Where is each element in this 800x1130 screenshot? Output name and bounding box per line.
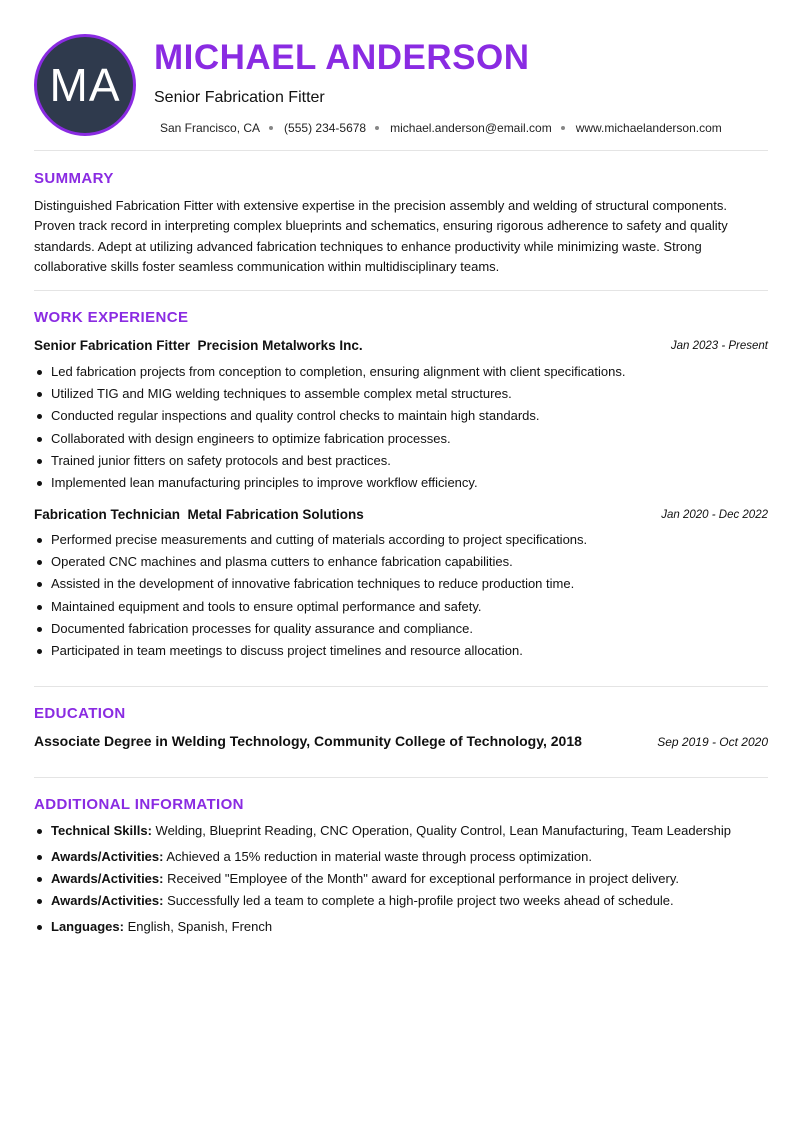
job-role: Senior Fabrication Fitter	[34, 338, 191, 353]
list-item: Utilized TIG and MIG welding techniques to assemble complex metal structures.	[34, 383, 768, 405]
job-role: Fabrication Technician	[34, 507, 181, 522]
info-text: Successfully led a team to complete a high-profile project two weeks ahead of schedule.	[167, 893, 674, 908]
contact-website[interactable]: www.michaelanderson.com	[575, 121, 722, 135]
list-item: Led fabrication projects from conception to completion, ensuring alignment with client specifications.	[34, 361, 768, 383]
resume-header	[34, 34, 768, 138]
job-header	[34, 507, 768, 525]
info-label: Awards/Activities:	[51, 871, 164, 886]
dot-separator-icon	[375, 126, 379, 130]
job-header	[34, 338, 768, 356]
section-divider	[34, 150, 768, 151]
list-item	[34, 820, 768, 842]
additional-list	[34, 820, 768, 938]
list-item	[34, 846, 768, 868]
summary-heading: SUMMARY	[34, 170, 114, 187]
education-dates: Sep 2019 - Oct 2020	[657, 735, 768, 749]
job-bullets	[34, 361, 768, 494]
info-label: Technical Skills:	[51, 823, 152, 838]
info-text: English, Spanish, French	[127, 919, 273, 934]
list-item: Participated in team meetings to discuss project timelines and resource allocation.	[34, 640, 768, 662]
candidate-name: MICHAEL ANDERSON	[154, 38, 530, 77]
info-text: Welding, Blueprint Reading, CNC Operation, Quality Control, Lean Manufacturing, Team Leadership	[155, 823, 731, 838]
contact-location: San Francisco, CA	[160, 121, 261, 135]
section-divider	[34, 777, 768, 778]
info-label: Awards/Activities:	[51, 893, 164, 908]
info-text: Received "Employee of the Month" award for exceptional performance in project delivery.	[167, 871, 680, 886]
candidate-title: Senior Fabrication Fitter	[154, 89, 325, 106]
job-role-company	[34, 338, 363, 353]
list-item: Operated CNC machines and plasma cutters to enhance fabrication capabilities.	[34, 551, 768, 573]
list-item: Conducted regular inspections and quality control checks to maintain high standards.	[34, 405, 768, 427]
list-item: Trained junior fitters on safety protocols and best practices.	[34, 450, 768, 472]
job-dates: Jan 2020 - Dec 2022	[661, 509, 768, 521]
education-entry	[34, 733, 768, 753]
summary-text: Distinguished Fabrication Fitter with extensive expertise in the precision assembly and welding of structural components. Proven track record in interpreting complex blueprints and schematics, ensuring rigorous adherence to safety and quality standards. Adept at utilizing advanced fabrication techniques to enhance productivity while minimizing waste. Strong collaborative skills foster seamless communication within multidisciplinary teams.	[34, 198, 728, 275]
list-item: Implemented lean manufacturing principles to improve workflow efficiency.	[34, 472, 768, 494]
education-heading: EDUCATION	[34, 705, 126, 722]
contact-phone: (555) 234-5678	[284, 121, 367, 135]
dot-separator-icon	[561, 126, 565, 130]
info-label: Languages:	[51, 919, 124, 934]
list-item: Performed precise measurements and cutting of materials according to project specifications.	[34, 529, 768, 551]
list-item: Maintained equipment and tools to ensure optimal performance and safety.	[34, 596, 768, 618]
section-divider	[34, 686, 768, 687]
list-item	[34, 916, 768, 938]
list-item: Documented fabrication processes for quality assurance and compliance.	[34, 618, 768, 640]
job-dates: Jan 2023 - Present	[670, 340, 768, 352]
section-divider	[34, 290, 768, 291]
list-item	[34, 890, 768, 912]
list-item: Assisted in the development of innovative fabrication techniques to reduce production time.	[34, 573, 768, 595]
list-item: Collaborated with design engineers to optimize fabrication processes.	[34, 428, 768, 450]
info-label: Awards/Activities:	[51, 849, 164, 864]
avatar-initials: MA	[49, 59, 121, 111]
contact-email[interactable]: michael.anderson@email.com	[390, 121, 552, 135]
job-role-company	[34, 507, 364, 522]
list-item	[34, 868, 768, 890]
dot-separator-icon	[269, 126, 273, 130]
experience-heading: WORK EXPERIENCE	[34, 309, 189, 326]
avatar	[34, 34, 136, 136]
job-company: Metal Fabrication Solutions	[187, 507, 364, 522]
job-bullets	[34, 529, 768, 662]
contact-line	[160, 121, 722, 135]
additional-heading: ADDITIONAL INFORMATION	[34, 796, 244, 813]
info-text: Achieved a 15% reduction in material waste through process optimization.	[166, 849, 592, 864]
education-degree: Associate Degree in Welding Technology, Community College of Technology, 2018	[34, 733, 582, 749]
job-company: Precision Metalworks Inc.	[197, 338, 363, 353]
